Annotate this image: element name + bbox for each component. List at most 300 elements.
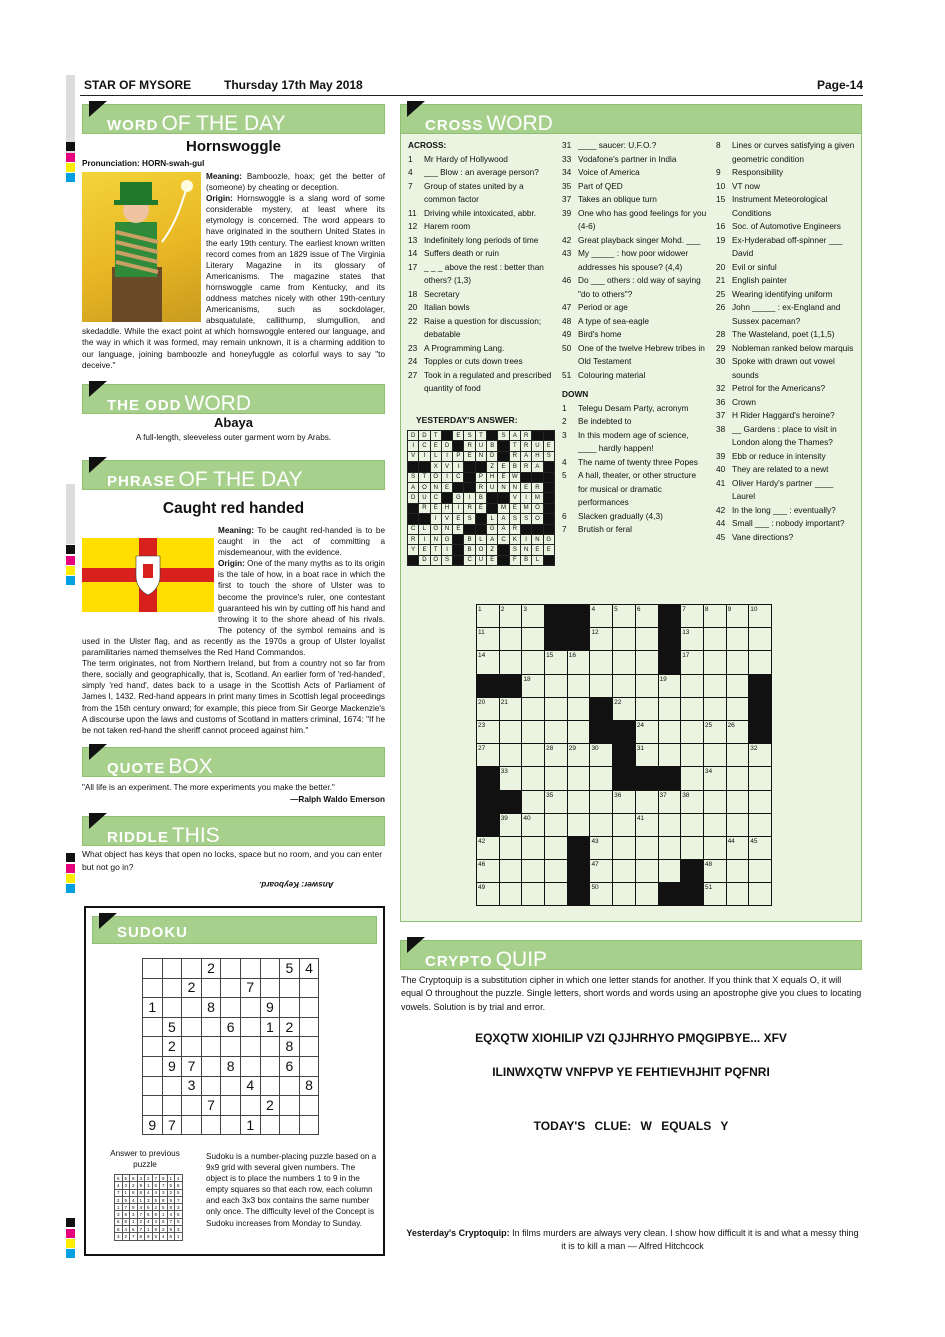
across-clue: 37 Takes an oblique turn: [562, 194, 657, 204]
answer-cell: E: [419, 545, 430, 555]
prev-sudoku-cell: 9: [167, 1226, 175, 1233]
answer-cell: I: [520, 534, 531, 544]
answer-cell: V: [509, 493, 520, 503]
answer-cell: D: [441, 441, 452, 451]
reg-mark-cyan: [66, 173, 75, 182]
sudoku-cell: 9: [143, 1115, 163, 1135]
reg-mark-magenta: [66, 556, 75, 565]
answer-cell: A: [487, 534, 498, 544]
crossword-cell: [635, 836, 658, 859]
prev-sudoku-cell: 9: [137, 1182, 145, 1189]
down-clue: 37 H Rider Haggard's heroine?: [716, 410, 835, 420]
answer-cell: [543, 482, 554, 492]
across-clues: [408, 139, 553, 396]
prev-sudoku-cell: 3: [137, 1175, 145, 1182]
down-clue: 42 In the long ___ : eventually?: [716, 504, 836, 515]
sudoku-cell: [221, 1096, 241, 1116]
crossword-cell: [522, 767, 545, 790]
across-clue: 49 Bird's home: [562, 329, 622, 339]
crossword-cell: 30: [590, 744, 613, 767]
crossword-cell: [567, 674, 590, 697]
crossword-cell: [545, 836, 568, 859]
across-clue: 20 Italian bowls: [408, 302, 470, 312]
sudoku-cell: [260, 959, 280, 979]
crossword-cell: [749, 651, 772, 674]
answer-cell: U: [475, 441, 486, 451]
answer-cell: R: [419, 503, 430, 513]
crossword-cell: [567, 790, 590, 813]
crossword-cell: [681, 767, 704, 790]
sudoku-cell: 2: [182, 978, 202, 998]
answer-cell: [453, 482, 464, 492]
across-clue: 47 Period or age: [562, 302, 628, 312]
crossword-cell: 46: [477, 860, 500, 883]
answer-cell: N: [532, 534, 543, 544]
crossword-cell: [499, 628, 522, 651]
answer-cell: S: [509, 514, 520, 524]
quote-text: "All life is an experiment. The more experiments you make the better.": [82, 783, 335, 792]
riddle-text: What object has keys that open no locks, space but no room, and you can enter but not go in?: [82, 849, 383, 873]
prev-sudoku-cell: 5: [160, 1204, 168, 1211]
wotd-pronunciation: Pronunciation: HORN-swah-gul: [82, 159, 205, 168]
sudoku-cell: [162, 959, 182, 979]
crossword-cell: [499, 790, 522, 813]
across-clue: 17 _ _ _ above the rest : better than others? (1,3): [408, 261, 544, 285]
prev-sudoku-cell: 1: [145, 1226, 153, 1233]
reg-mark-black: [66, 142, 75, 151]
answer-cell: [441, 493, 452, 503]
answer-cell: [419, 462, 430, 472]
crossword-cell: 40: [522, 813, 545, 836]
sudoku-cell: [143, 959, 163, 979]
answer-cell: [498, 451, 509, 461]
crossword-cell: [658, 744, 681, 767]
prev-sudoku-cell: 7: [137, 1211, 145, 1218]
crossword-cell: [590, 813, 613, 836]
crossword-cell: [567, 628, 590, 651]
answer-cell: C: [430, 493, 441, 503]
crossword-cell: [567, 605, 590, 628]
crossword-cell: [749, 767, 772, 790]
crossword-cell: 34: [703, 767, 726, 790]
answer-cell: [532, 472, 543, 482]
prev-sudoku-cell: 7: [137, 1226, 145, 1233]
down-clue: 9 Responsibility: [716, 167, 784, 177]
sudoku-cell: 4: [299, 959, 319, 979]
prev-sudoku-cell: 4: [137, 1204, 145, 1211]
down-clue: 5 A hall, theater, or other structure for musical or dramatic performances: [562, 470, 697, 507]
down-clue: 15 Instrument Meteorological Conditions: [716, 194, 828, 218]
answer-cell: [464, 482, 475, 492]
answer-cell: E: [498, 472, 509, 482]
prev-sudoku-cell: 5: [152, 1233, 160, 1240]
sudoku-cell: [182, 959, 202, 979]
sudoku-cell: 7: [182, 1056, 202, 1076]
crossword-cell: [726, 674, 749, 697]
answer-cell: S: [441, 555, 452, 565]
crossword-cell: 12: [590, 628, 613, 651]
answer-cell: [408, 462, 419, 472]
crossword-cell: 15: [545, 651, 568, 674]
answer-cell: E: [520, 482, 531, 492]
crossword-cell: 23: [477, 720, 500, 743]
crossword-cell: [749, 697, 772, 720]
answer-cell: V: [441, 514, 452, 524]
crossword-cell: 7: [681, 605, 704, 628]
sudoku-cell: 8: [299, 1076, 319, 1096]
crossword-cell: [522, 651, 545, 674]
answer-cell: B: [509, 462, 520, 472]
answer-cell: [475, 524, 486, 534]
answer-cell: A: [498, 524, 509, 534]
crossword-cell: [703, 836, 726, 859]
prev-sudoku-cell: 8: [122, 1218, 130, 1225]
answer-cell: T: [430, 431, 441, 441]
answer-cell: O: [430, 524, 441, 534]
prev-sudoku-cell: 5: [152, 1182, 160, 1189]
page-number: Page-14: [816, 78, 863, 92]
crossword-cell: 49: [477, 883, 500, 906]
crossword-cell: 41: [635, 813, 658, 836]
crossword-cell: [545, 605, 568, 628]
answer-cell: X: [430, 462, 441, 472]
sudoku-cell: [299, 998, 319, 1018]
prev-sudoku-cell: 6: [115, 1218, 123, 1225]
crossword-grid: [476, 604, 772, 906]
crossword-cell: [703, 744, 726, 767]
sudoku-cell: [201, 1017, 221, 1037]
answer-cell: U: [487, 482, 498, 492]
answer-cell: N: [430, 482, 441, 492]
crossword-cell: 47: [590, 860, 613, 883]
prev-sudoku-cell: 6: [130, 1226, 138, 1233]
crossword-cell: [726, 813, 749, 836]
band-title: RIDDLE THIS: [107, 824, 220, 847]
crossword-cell: [635, 883, 658, 906]
answer-cell: R: [464, 503, 475, 513]
answer-cell: [475, 514, 486, 524]
answer-cell: [441, 431, 452, 441]
crossword-cell: 32: [749, 744, 772, 767]
sudoku-cell: [221, 1115, 241, 1135]
cryptoquip-yesterday: Yesterday's Cryptoquip: In films murders are always very clean. I show how difficult it is and what a messy thing it is to kill a man — Alfred Hitchcock: [406, 1228, 859, 1252]
prev-sudoku-cell: 3: [145, 1196, 153, 1203]
answer-cell: M: [520, 503, 531, 513]
sudoku-cell: [162, 1096, 182, 1116]
answer-cell: N: [509, 482, 520, 492]
crossword-cell: 25: [703, 720, 726, 743]
down-clue: 25 Wearing identifying uniform: [716, 288, 833, 299]
down-clue: 10 VT now: [716, 180, 760, 191]
crossword-cell: [749, 674, 772, 697]
crossword-cell: 36: [613, 790, 636, 813]
band-corner-tab: [89, 813, 107, 829]
answer-cell: D: [408, 493, 419, 503]
down-clue: 19 Ex-Hyderabad off-spinner ___ David: [716, 234, 843, 258]
answer-cell: O: [475, 545, 486, 555]
down-clue: 21 English painter: [716, 275, 787, 285]
crossword-cell: [681, 836, 704, 859]
answer-cell: I: [419, 534, 430, 544]
sudoku-cell: [299, 978, 319, 998]
word-of-day-band: [82, 104, 385, 134]
answer-cell: N: [498, 482, 509, 492]
quote-author: —Ralph Waldo Emerson: [290, 795, 385, 804]
answer-cell: C: [408, 524, 419, 534]
answer-cell: S: [509, 545, 520, 555]
crossword-cell: [613, 860, 636, 883]
answer-cell: L: [475, 534, 486, 544]
sudoku-cell: [162, 998, 182, 1018]
crossword-cell: [477, 813, 500, 836]
prev-sudoku-cell: 6: [115, 1175, 123, 1182]
prev-sudoku-cell: 7: [175, 1196, 183, 1203]
band-title: WORD OF THE DAY: [107, 112, 286, 135]
riddle-answer: Answer: Keyboard.: [259, 880, 334, 889]
sudoku-cell: [201, 978, 221, 998]
band-corner-tab: [407, 101, 425, 117]
reg-mark-cyan: [66, 576, 75, 585]
answer-cell: A: [408, 482, 419, 492]
prev-sudoku-cell: 3: [175, 1204, 183, 1211]
crossword-cell: [703, 790, 726, 813]
answer-cell: [408, 503, 419, 513]
down-clue: 40 They are related to a newt: [716, 464, 829, 474]
crossword-cell: [590, 651, 613, 674]
answer-cell: [475, 462, 486, 472]
crossword-cell: [726, 697, 749, 720]
answer-cell: N: [441, 524, 452, 534]
crossword-cell: [613, 628, 636, 651]
sudoku-cell: 2: [201, 959, 221, 979]
sudoku-cell: [240, 1037, 260, 1057]
answer-cell: [408, 514, 419, 524]
sudoku-cell: [280, 998, 300, 1018]
answer-cell: [453, 441, 464, 451]
band-corner-tab: [89, 744, 107, 760]
answer-cell: R: [464, 441, 475, 451]
answer-cell: B: [475, 493, 486, 503]
prev-sudoku-cell: 3: [152, 1218, 160, 1225]
answer-cell: [498, 441, 509, 451]
crossword-cell: [567, 836, 590, 859]
crossword-cell: [658, 813, 681, 836]
prev-sudoku-cell: 4: [175, 1175, 183, 1182]
sudoku-cell: [240, 998, 260, 1018]
prev-sudoku-cell: 7: [122, 1204, 130, 1211]
cryptoquip-clue: TODAY'S CLUE: W EQUALS Y: [533, 1119, 729, 1133]
sudoku-cell: 8: [221, 1056, 241, 1076]
down-heading: DOWN: [562, 389, 589, 399]
crossword-cell: 10: [749, 605, 772, 628]
answer-cell: I: [441, 472, 452, 482]
answer-cell: [487, 431, 498, 441]
crossword-cell: [545, 720, 568, 743]
answer-cell: A: [509, 431, 520, 441]
answer-cell: [543, 503, 554, 513]
crossword-cell: [545, 697, 568, 720]
down-clue: 6 Slacken gradually (4,3): [562, 510, 663, 521]
across-clue: 31 ____ saucer: U.F.O.?: [562, 140, 657, 150]
crossword-cell: [522, 860, 545, 883]
sudoku-cell: [260, 1037, 280, 1057]
down-clue: 32 Petrol for the Americans?: [716, 383, 826, 393]
sudoku-cell: [280, 1076, 300, 1096]
prev-sudoku-cell: 8: [175, 1182, 183, 1189]
across-clue: 48 A type of sea-eagle: [562, 315, 650, 326]
across-clue: 11 Driving while intoxicated, abbr.: [408, 207, 537, 218]
answer-cell: R: [475, 482, 486, 492]
prev-sudoku-cell: 1: [160, 1211, 168, 1218]
across-clue: 12 Harem room: [408, 221, 471, 231]
crossword-cell: 26: [726, 720, 749, 743]
prev-sudoku-cell: 2: [122, 1233, 130, 1240]
answer-cell: I: [441, 545, 452, 555]
crossword-cell: [635, 651, 658, 674]
crossword-cell: 21: [499, 697, 522, 720]
answer-cell: N: [430, 534, 441, 544]
crossword-cell: [499, 744, 522, 767]
answer-cell: E: [464, 451, 475, 461]
sudoku-cell: [240, 1017, 260, 1037]
crossword-cell: [545, 813, 568, 836]
yesterday-label: YESTERDAY'S ANSWER:: [416, 415, 518, 425]
crossword-cell: [749, 790, 772, 813]
prev-sudoku-cell: 1: [167, 1175, 175, 1182]
reg-mark-black: [66, 545, 75, 554]
sudoku-cell: 9: [162, 1056, 182, 1076]
answer-cell: I: [453, 503, 464, 513]
crossword-cell: 13: [681, 628, 704, 651]
down-clue: 44 Small ___ : nobody important?: [716, 518, 845, 528]
answer-cell: S: [520, 514, 531, 524]
crossword-cell: [658, 720, 681, 743]
band-title: THE ODD WORD: [107, 392, 251, 415]
down-clue: 45 Vane directions?: [716, 531, 794, 542]
answer-cell: S: [408, 472, 419, 482]
answer-cell: N: [475, 451, 486, 461]
down-clue: 29 Nobleman ranked below marquis: [716, 342, 854, 353]
crossword-cell: [545, 860, 568, 883]
crossword-cell: [681, 720, 704, 743]
crossword-cell: 24: [635, 720, 658, 743]
answer-cell: R: [520, 431, 531, 441]
answer-cell: E: [487, 555, 498, 565]
down-clue: 1 Telegu Desam Party, acronym: [562, 402, 689, 413]
crossword-cell: [590, 767, 613, 790]
sudoku-cell: [221, 998, 241, 1018]
prev-sudoku-cell: 2: [152, 1204, 160, 1211]
prev-sudoku-cell: 9: [167, 1196, 175, 1203]
sudoku-cell: [260, 1076, 280, 1096]
prev-sudoku-cell: 3: [122, 1182, 130, 1189]
sudoku-cell: 6: [221, 1017, 241, 1037]
answer-cell: M: [532, 493, 543, 503]
answer-cell: D: [408, 431, 419, 441]
prev-sudoku-cell: 4: [160, 1233, 168, 1240]
crossword-cell: [613, 744, 636, 767]
answer-cell: C: [453, 472, 464, 482]
across-clue: 14 Suffers death or ruin: [408, 248, 500, 258]
cryptoquip-line-1: EQXQTW XIOHILIP VZI QJJHRHYO PMQGIPBYE... XFV: [475, 1031, 787, 1045]
answer-cell: L: [419, 524, 430, 534]
prev-sudoku-cell: 9: [130, 1204, 138, 1211]
answer-cell: B: [464, 545, 475, 555]
answer-cell: [498, 555, 509, 565]
crossword-cell: 16: [567, 651, 590, 674]
crossword-cell: [749, 628, 772, 651]
sudoku-cell: 8: [201, 998, 221, 1018]
answer-cell: E: [453, 514, 464, 524]
answer-cell: [543, 555, 554, 565]
across-clue: 46 Do ___ others : old way of saying "do to others"?: [562, 275, 701, 299]
answer-cell: C: [464, 555, 475, 565]
band-corner-tab: [407, 937, 425, 953]
crossword-cell: [681, 860, 704, 883]
prev-sudoku-cell: 7: [160, 1182, 168, 1189]
across-heading: ACROSS:: [408, 140, 447, 150]
answer-cell: R: [520, 462, 531, 472]
across-clue: 27 Took in a regulated and prescribed quantity of food: [408, 369, 552, 393]
answer-cell: [487, 503, 498, 513]
sudoku-cell: [201, 1056, 221, 1076]
sudoku-cell: [143, 1017, 163, 1037]
crossword-cell: 33: [499, 767, 522, 790]
answer-cell: S: [464, 431, 475, 441]
crossword-cell: 27: [477, 744, 500, 767]
sudoku-cell: [162, 1076, 182, 1096]
sudoku-cell: [221, 978, 241, 998]
across-clue: 39 One who has good feelings for you (4-6): [562, 207, 707, 231]
reg-mark-magenta: [66, 864, 75, 873]
prev-sudoku-cell: 7: [130, 1233, 138, 1240]
crossword-cell: [681, 697, 704, 720]
prev-sudoku-cell: 8: [137, 1189, 145, 1196]
reg-mark-yellow: [66, 163, 75, 172]
answer-cell: [419, 514, 430, 524]
reg-mark-yellow: [66, 874, 75, 883]
crossword-cell: [522, 720, 545, 743]
answer-cell: [453, 555, 464, 565]
across-clue: 42 Great playback singer Mohd. ___: [562, 234, 701, 245]
wotd-body: Meaning: Bamboozle, hoax; get the better of (someone) by cheating or deception. Origin: Hornswoggle is a slang word of some considerable mystery, at least where its etymology is concerned. The word appears to have originated in the southern United States in the early 19th century. The earliest known written record comes from an 1829 issue of The Virginia Literary Magazine in its glossary of Americanisms. The magazine states that hornswoggle came from Kentucky, and its oddness matches nicely with other 19th-century Americanisms, such as sockdolager, absquatulate, callithump, slumgullion, and skedaddle. While the exact point at which hornswoggle entered our language, and the way in which it was formed, may remain unknown, it is a charming addition to our language, joining bamboozle and honeyfuggle as colorful ways to say "to deceive.": [82, 172, 385, 370]
down-clue: 4 The name of twenty three Popes: [562, 456, 698, 467]
answer-cell: N: [520, 545, 531, 555]
prev-sudoku-cell: 1: [122, 1189, 130, 1196]
crossword-cell: [613, 883, 636, 906]
crossword-cell: [613, 720, 636, 743]
crossword-cell: [726, 744, 749, 767]
phrase-of-day-band: [82, 460, 385, 490]
odd-word: Abaya: [213, 415, 254, 430]
prev-sudoku-cell: 7: [152, 1175, 160, 1182]
answer-cell: D: [487, 451, 498, 461]
across-clue: 33 Vodafone's partner in India: [562, 153, 677, 164]
crossword-cell: 37: [658, 790, 681, 813]
sudoku-cell: [182, 1037, 202, 1057]
page-header: [80, 76, 863, 96]
sudoku-cell: [182, 998, 202, 1018]
answer-cell: D: [419, 431, 430, 441]
band-title: CRYPTO QUIP: [425, 948, 548, 971]
paper-name: STAR OF MYSORE: [84, 78, 192, 92]
crossword-cell: [726, 860, 749, 883]
crossword-cell: [681, 674, 704, 697]
across-clue: 1 Mr Hardy of Hollywood: [408, 153, 508, 164]
answer-cell: R: [509, 524, 520, 534]
answer-cell: R: [532, 482, 543, 492]
sudoku-cell: 3: [182, 1076, 202, 1096]
